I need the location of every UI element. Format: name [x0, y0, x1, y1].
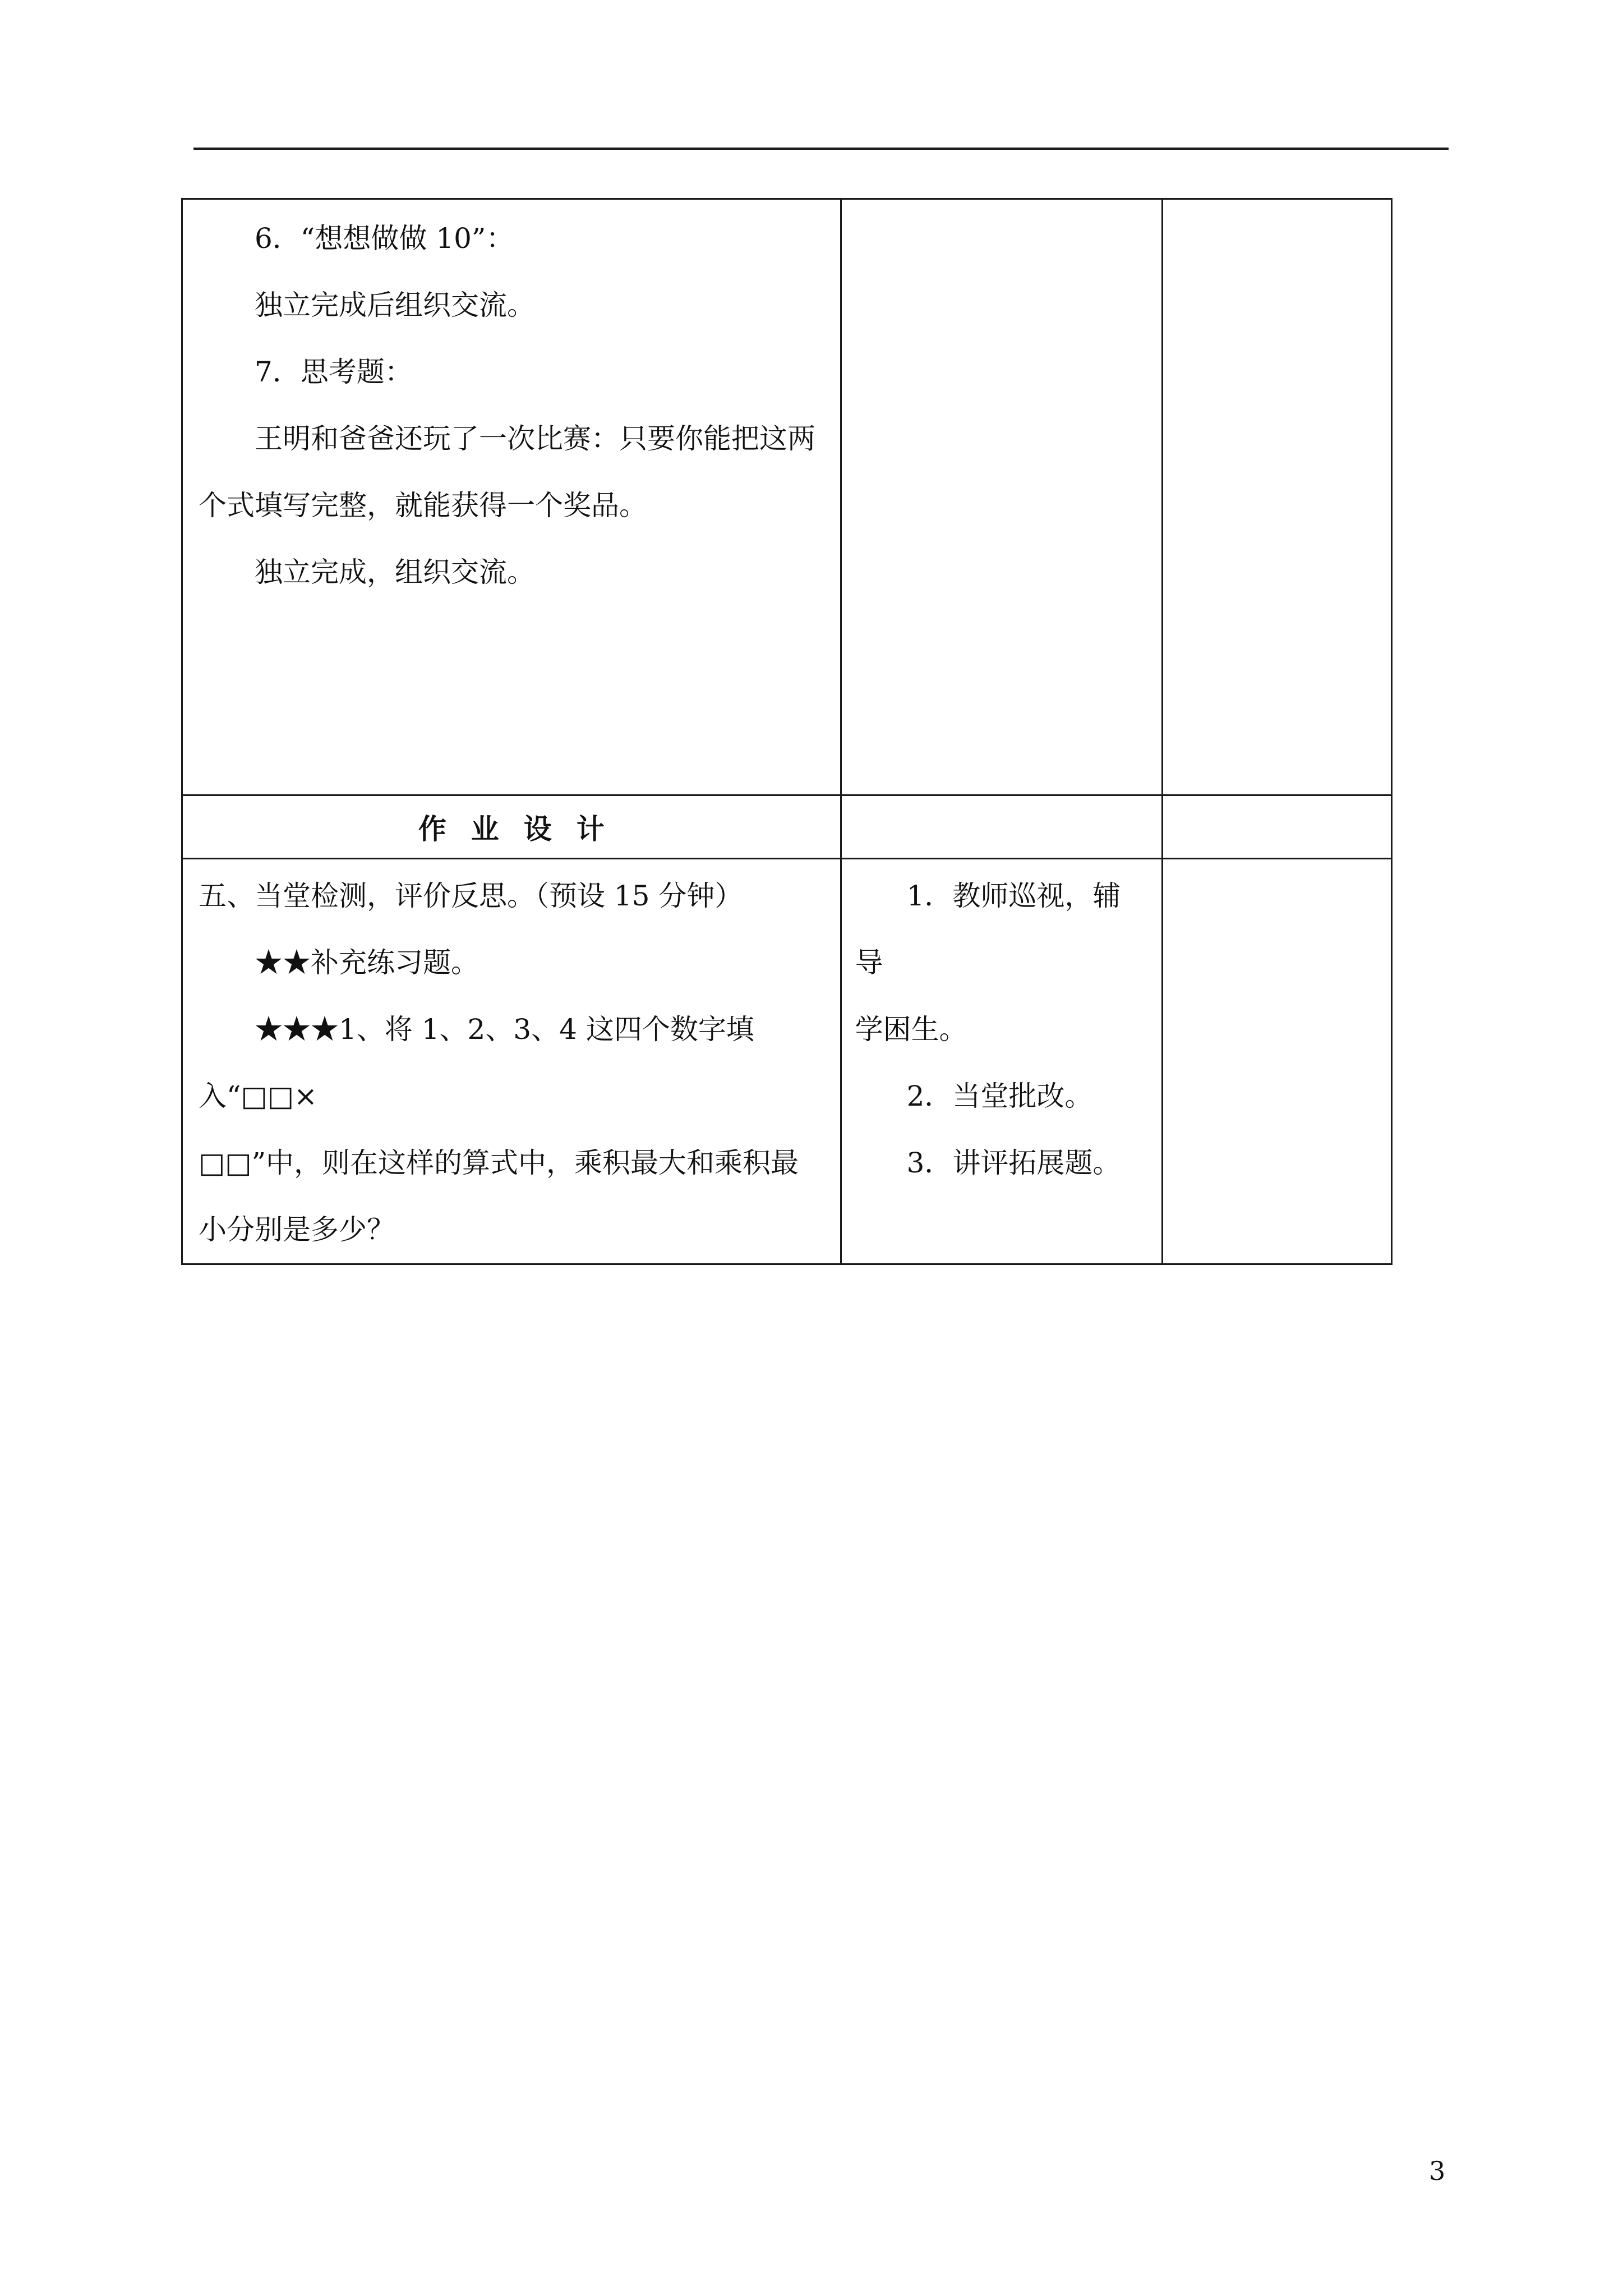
table-row	[182, 199, 1392, 795]
lesson-table	[181, 198, 1393, 1265]
activity-line: 王明和爸爸还玩了一次比赛：只要你能把这两	[255, 422, 815, 455]
teacher-action-line: 学困生。	[855, 1013, 967, 1046]
table-row	[182, 859, 1392, 1264]
activity-line: 7．思考题：	[255, 356, 413, 388]
teacher-action-line: 2．当堂批改。	[906, 1080, 1093, 1112]
assessment-line: ★★★1、将 1、2、3、4 这四个数字填入“□□×	[199, 1013, 754, 1112]
homework-heading: 作业设计	[418, 812, 629, 845]
activity-cell	[182, 199, 841, 795]
assessment-line: 小分别是多少？	[199, 1213, 395, 1246]
homework-heading-cell	[182, 795, 841, 859]
page-number: 3	[1429, 2156, 1446, 2186]
activity-line: 6．“想想做做 10”：	[255, 222, 514, 255]
teacher-actions-cell	[841, 859, 1163, 1264]
notes-cell	[1163, 795, 1392, 859]
notes-cell	[1163, 199, 1392, 795]
table-row	[182, 795, 1392, 859]
teacher-action-line: 1．教师巡视，辅导	[855, 880, 1121, 979]
header-rule	[193, 148, 1449, 150]
activity-line: 个式填写完整，就能获得一个奖品。	[199, 489, 647, 522]
assessment-line: 五、当堂检测，评价反思。（预设 15 分钟）	[199, 880, 743, 912]
teacher-cell	[841, 795, 1163, 859]
teacher-cell	[841, 199, 1163, 795]
teacher-action-line: 3．讲评拓展题。	[906, 1147, 1121, 1179]
notes-cell	[1163, 859, 1392, 1264]
activity-line: 独立完成，组织交流。	[255, 556, 535, 588]
assessment-line: □□”中，则在这样的算式中，乘积最大和乘积最	[199, 1147, 799, 1179]
assessment-cell	[182, 859, 841, 1264]
activity-line: 独立完成后组织交流。	[255, 289, 535, 321]
assessment-line: ★★补充练习题。	[255, 946, 479, 979]
